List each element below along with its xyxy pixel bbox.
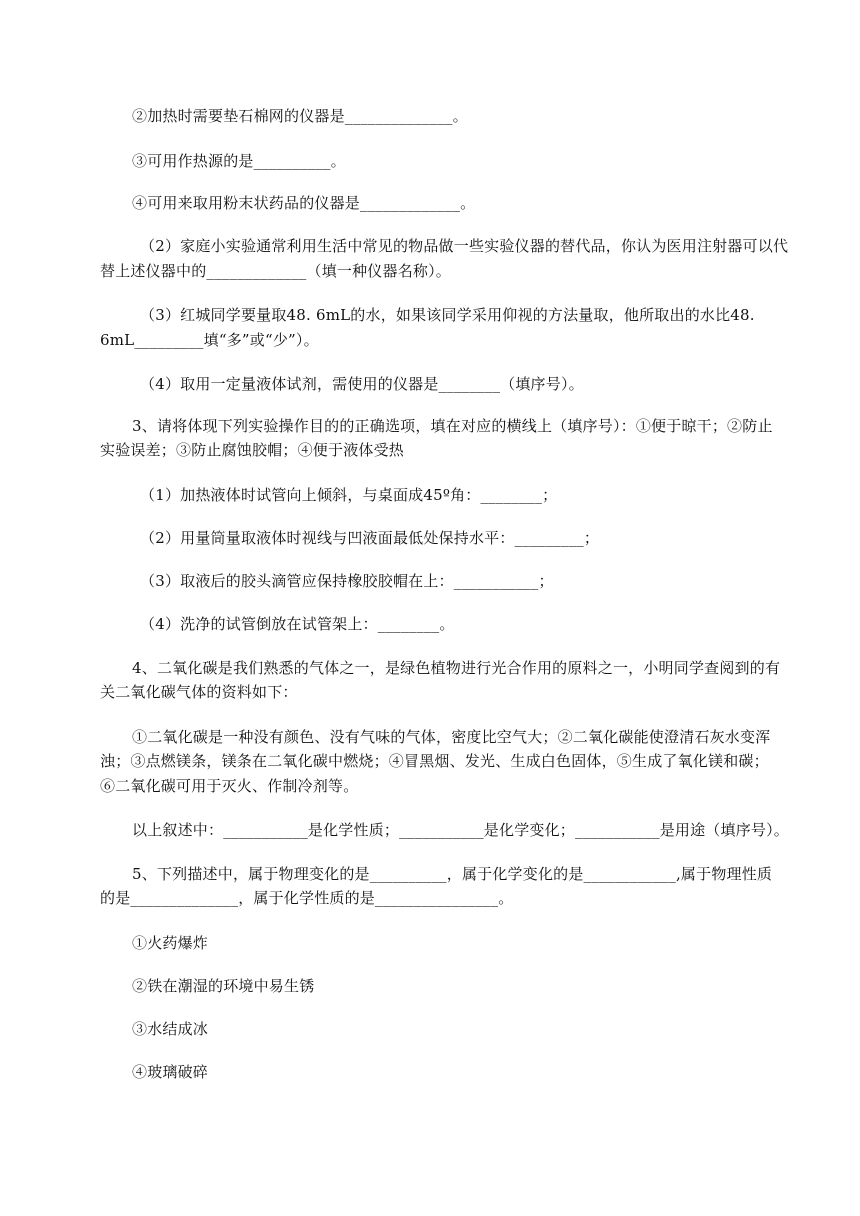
q3-part-3: （3）取液后的胶头滴管应保持橡胶胶帽在上：___________；	[140, 572, 554, 590]
q4-data-line-3: ⑥二氧化碳可用于灭火、作制冷剂等。	[100, 777, 359, 795]
q3-part-1: （1）加热液体时试管向上倾斜，与桌面成45º角：________；	[140, 486, 558, 504]
q2-part-4: （4）取用一定量液体试剂，需使用的仪器是________（填序号）。	[140, 375, 584, 393]
q3-stem-line-1: 3、请将体现下列实验操作目的的正确选项，填在对应的横线上（填序号）：①便于晾干；②防止	[132, 417, 773, 435]
q2-part-3-line-2: 6mL_________填“多”或“少”）。	[100, 331, 319, 349]
q2-item-2: ②加热时需要垫石棉网的仪器是______________。	[132, 107, 468, 125]
q2-part-2-line-2: 替上述仪器中的_____________（填一种仪器名称）。	[100, 262, 452, 280]
q2-part-2-line-1: （2）家庭小实验通常利用生活中常见的物品做一些实验仪器的替代品，你认为医用注射器可以代	[140, 237, 789, 255]
q3-part-2: （2）用量筒量取液体时视线与凹液面最低处保持水平：_________；	[140, 529, 600, 547]
q5-option-1: ①火药爆炸	[132, 934, 209, 952]
q3-stem-line-2: 实验误差；③防止腐蚀胶帽；④便于液体受热	[100, 441, 405, 459]
q4-question: 以上叙述中：___________是化学性质；___________是化学变化；___________是用途（填序号）。	[132, 821, 790, 839]
q2-part-3-line-1: （3）红城同学要量取48. 6mL的水，如果该同学采用仰视的方法量取，他所取出的水比48.	[140, 306, 755, 324]
q5-stem-line-2: 的是______________，属于化学性质的是________________。	[100, 889, 514, 907]
q5-option-3: ③水结成冰	[132, 1020, 209, 1038]
q2-item-3: ③可用作热源的是__________。	[132, 152, 346, 170]
q4-data-line-1: ①二氧化碳是一种没有颜色、没有气味的气体，密度比空气大；②二氧化碳能使澄清石灰水变浑	[132, 728, 771, 746]
q4-stem-line-2: 关二氧化碳气体的资料如下：	[100, 683, 298, 701]
q3-part-4: （4）洗净的试管倒放在试管架上：________。	[140, 615, 455, 633]
q2-item-4: ④可用来取用粉末状药品的仪器是_____________。	[132, 194, 476, 212]
q5-stem-line-1: 5、下列描述中，属于物理变化的是__________，属于化学变化的是____________,属于物理性质	[132, 865, 773, 883]
q5-option-4: ④玻璃破碎	[132, 1063, 209, 1081]
q4-stem-line-1: 4、二氧化碳是我们熟悉的气体之一，是绿色植物进行光合作用的原料之一，小明同学查阅到的有	[132, 659, 781, 677]
q4-data-line-2: 浊；③点燃镁条，镁条在二氧化碳中燃烧；④冒黑烟、发光、生成白色固体，⑤生成了氧化镁和碳；	[100, 752, 769, 770]
q5-option-2: ②铁在潮湿的环境中易生锈	[132, 977, 315, 995]
